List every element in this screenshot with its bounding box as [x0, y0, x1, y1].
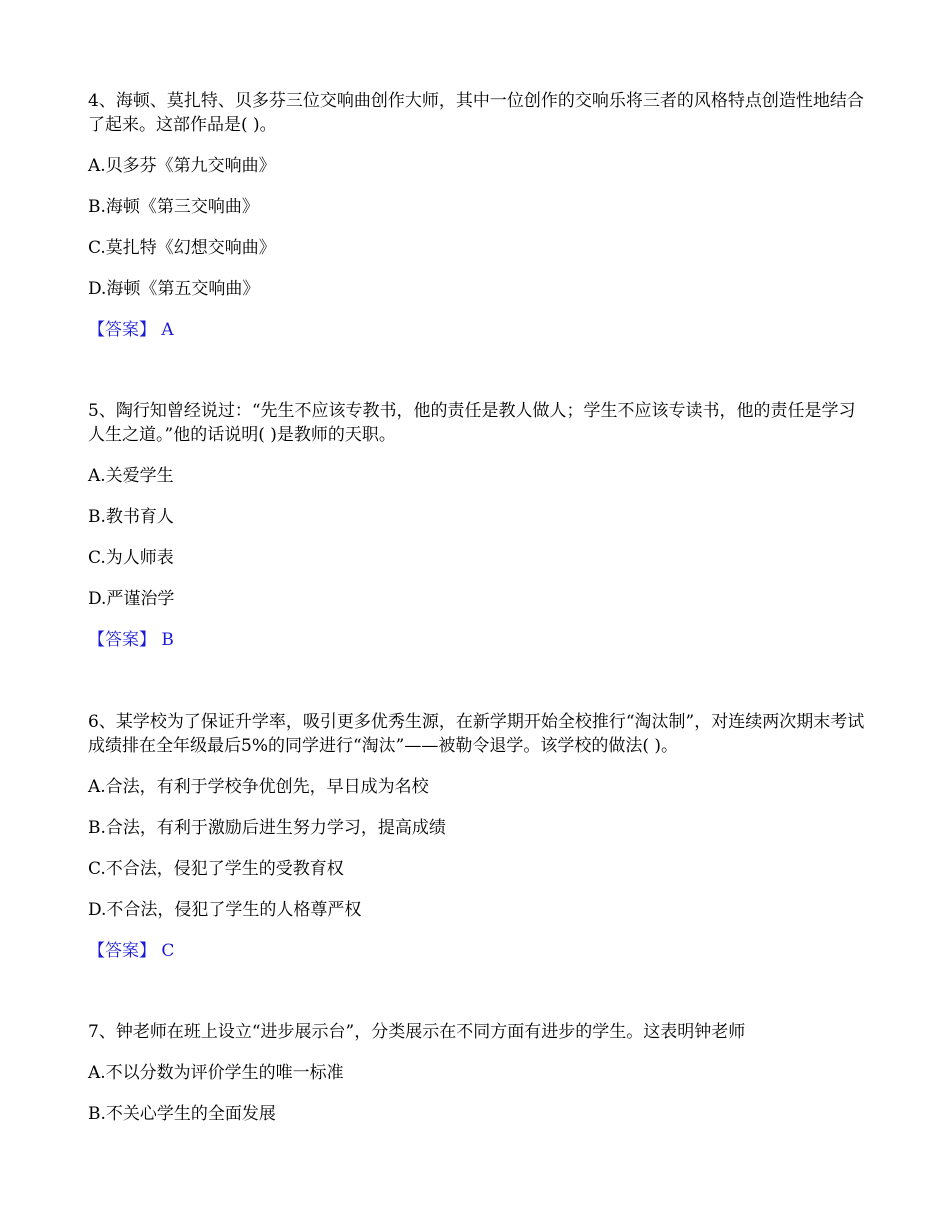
question-4	[88, 89, 868, 342]
question-6	[88, 710, 868, 963]
question-stem: 6、某学校为了保证升学率，吸引更多优秀生源，在新学期开始全校推行“淘汰制”，对连续两次期末考试成绩排在全年级最后5%的同学进行“淘汰”——被勒令退学。该学校的做法( )。	[88, 712, 865, 756]
option-a: A.关爱学生	[88, 466, 174, 486]
option-d: D.严谨治学	[88, 589, 175, 609]
question-stem: 4、海顿、莫扎特、贝多芬三位交响曲创作大师，其中一位创作的交响乐将三者的风格特点创造性地结合了起来。这部作品是( )。	[88, 91, 864, 135]
option-d: D.海顿《第五交响曲》	[88, 279, 260, 299]
option-a: A.贝多芬《第九交响曲》	[88, 156, 276, 176]
option-b: B.合法，有利于激励后进生努力学习，提高成绩	[88, 818, 446, 838]
answer-label: 【答案】 A	[88, 320, 174, 340]
question-7	[88, 1020, 868, 1143]
option-b: B.不关心学生的全面发展	[88, 1104, 276, 1124]
option-b: B.教书育人	[88, 507, 174, 527]
question-stem: 7、钟老师在班上设立“进步展示台”，分类展示在不同方面有进步的学生。这表明钟老师	[88, 1022, 746, 1042]
option-c: C.为人师表	[88, 548, 174, 568]
option-c: C.莫扎特《幻想交响曲》	[88, 238, 276, 258]
option-b: B.海顿《第三交响曲》	[88, 197, 259, 217]
answer-label: 【答案】 B	[88, 630, 174, 650]
option-a: A.不以分数为评价学生的唯一标准	[88, 1063, 344, 1083]
question-5	[88, 399, 868, 652]
option-d: D.不合法，侵犯了学生的人格尊严权	[88, 900, 362, 920]
option-a: A.合法，有利于学校争优创先，早日成为名校	[88, 777, 429, 797]
question-stem: 5、陶行知曾经说过：“先生不应该专教书，他的责任是教人做人；学生不应该专读书，他的责任是学习人生之道。”他的话说明( )是教师的天职。	[88, 401, 856, 445]
option-c: C.不合法，侵犯了学生的受教育权	[88, 859, 344, 879]
answer-label: 【答案】 C	[88, 941, 175, 961]
